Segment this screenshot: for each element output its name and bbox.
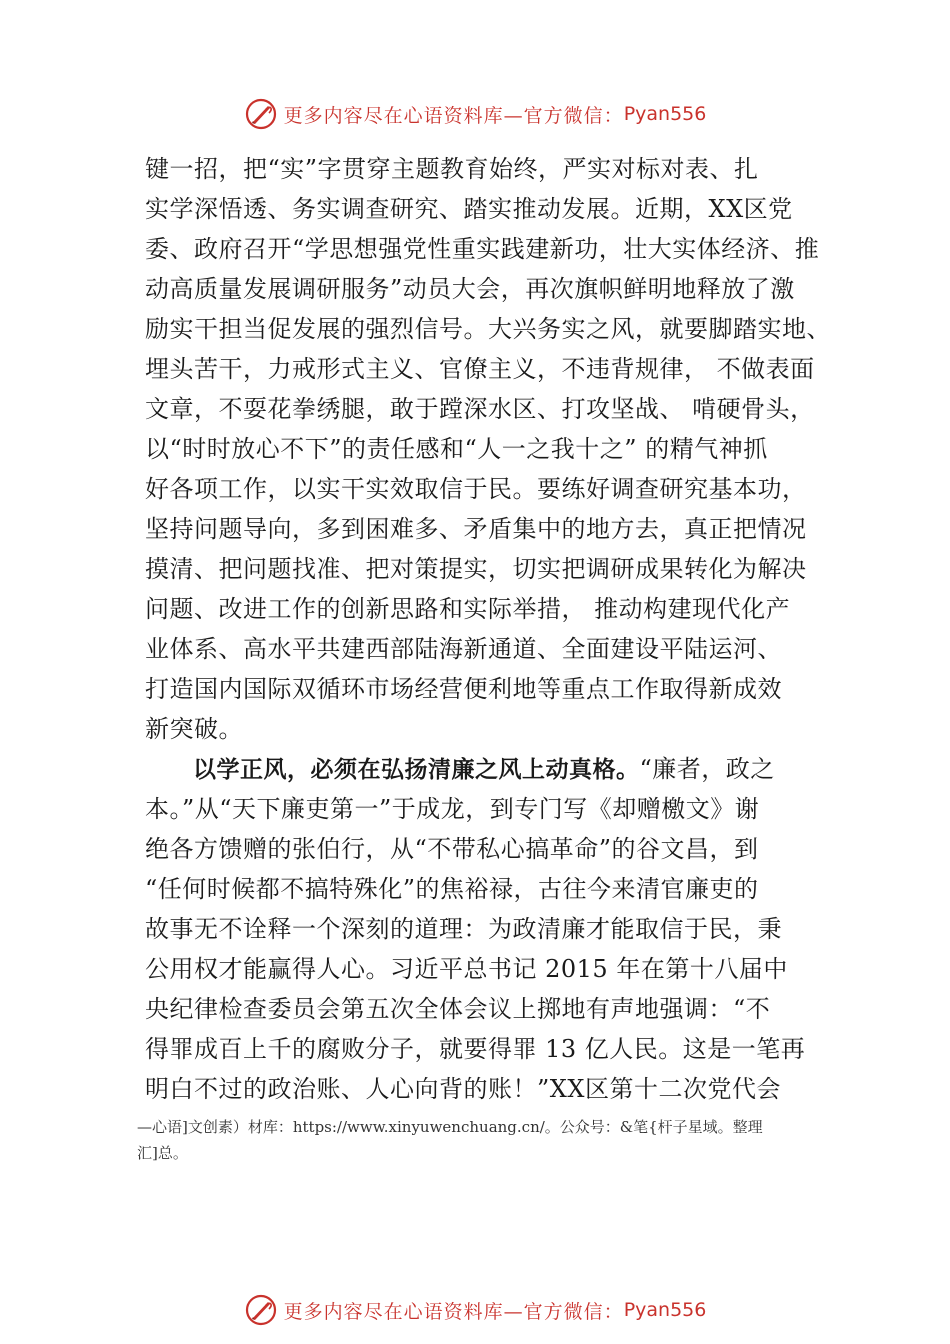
quill-pen-logo-icon xyxy=(244,1293,278,1327)
text-line: 委、政府召开“学思想强党性重实践建新功，壮大实体经济、推 xyxy=(145,235,820,263)
text-line: 埋头苦干，力戒形式主义、官僚主义，不违背规律， 不做表面 xyxy=(145,355,815,383)
text-line: 央纪律检查委员会第五次全体会议上掷地有声地强调：“不 xyxy=(145,995,771,1023)
paragraph-heading-line xyxy=(145,749,825,789)
text-line: 文章，不耍花拳绣腿，敢于蹚深水区、打攻坚战、 啃硬骨头， xyxy=(145,395,815,423)
banner-title: 更多内容尽在心语资料库 xyxy=(283,104,504,127)
text-line: 实学深悟透、务实调查研究、踏实推动发展。近期，XX区党 xyxy=(145,195,793,223)
text-line: 打造国内国际双循环市场经营便利地等重点工作取得新成效 xyxy=(145,675,782,703)
footer-banner xyxy=(0,1290,950,1330)
text-line: 励实干担当促发展的强烈信号。大兴务实之风，就要脚踏实地、 xyxy=(145,315,831,343)
document-body xyxy=(145,149,831,1109)
text-line: 坚持问题导向，多到困难多、矛盾集中的地方去，真正把情况 xyxy=(145,515,807,543)
text-line: 问题、改进工作的创新思路和实际举措， 推动构建现代化产 xyxy=(145,595,791,623)
text-line: “任何时候都不搞特殊化”的焦裕禄，古往今来清官廉吏的 xyxy=(145,875,759,903)
banner-subtitle: —官方微信： xyxy=(503,104,624,127)
text-line: 本。”从“天下廉吏第一”于成龙，到专门写《却赠檄文》谢 xyxy=(145,795,760,823)
text-line: 好各项工作，以实干实效取信于民。要练好调查研究基本功， xyxy=(145,475,807,503)
text-line: 故事无不诠释一个深刻的道理：为政清廉才能取信于民，秉 xyxy=(145,915,782,943)
banner-wechat-id: Pyan556 xyxy=(623,1299,707,1321)
banner-subtitle: —官方微信： xyxy=(503,1300,624,1323)
footnote-line: 汇]总。 xyxy=(137,1144,188,1162)
quill-pen-logo-icon xyxy=(244,97,278,131)
text-line: 得罪成百上千的腐败分子，就要得罪 13 亿人民。这是一笔再 xyxy=(145,1035,806,1063)
text-line: 以“时时放心不下”的责任感和“人一之我十之” 的精气神抓 xyxy=(145,435,768,463)
paragraph-heading: 以学正风，必须在弘扬清廉之风上动真格。 xyxy=(193,757,640,783)
text-fragment: “廉者，政之 xyxy=(639,755,775,783)
text-line: 公用权才能赢得人心。习近平总书记 2015 年在第十八届中 xyxy=(145,955,788,983)
text-line: 新突破。 xyxy=(145,715,243,743)
text-line: 键一招，把“实”字贯穿主题教育始终，严实对标对表、扎 xyxy=(145,155,759,183)
banner-wechat-id: Pyan556 xyxy=(623,103,707,125)
footnote-line: —心语]文创素）材库：https://www.xinyuwenchuang.cn/。公众号：&笔{杆子星域。整理 xyxy=(137,1118,763,1136)
text-line: 动高质量发展调研服务”动员大会，再次旗帜鲜明地释放了激 xyxy=(145,275,795,303)
text-line: 绝各方馈赠的张伯行，从“不带私心搞革命”的谷文昌，到 xyxy=(145,835,759,863)
header-banner xyxy=(0,94,950,134)
text-line: 业体系、高水平共建西部陆海新通道、全面建设平陆运河、 xyxy=(145,635,782,663)
text-line: 明白不过的政治账、人心向背的账！”XX区第十二次党代会 xyxy=(145,1075,781,1103)
banner-title: 更多内容尽在心语资料库 xyxy=(283,1300,504,1323)
text-line: 摸清、把问题找准、把对策提实，切实把调研成果转化为解决 xyxy=(145,555,807,583)
footnote xyxy=(137,1114,847,1166)
